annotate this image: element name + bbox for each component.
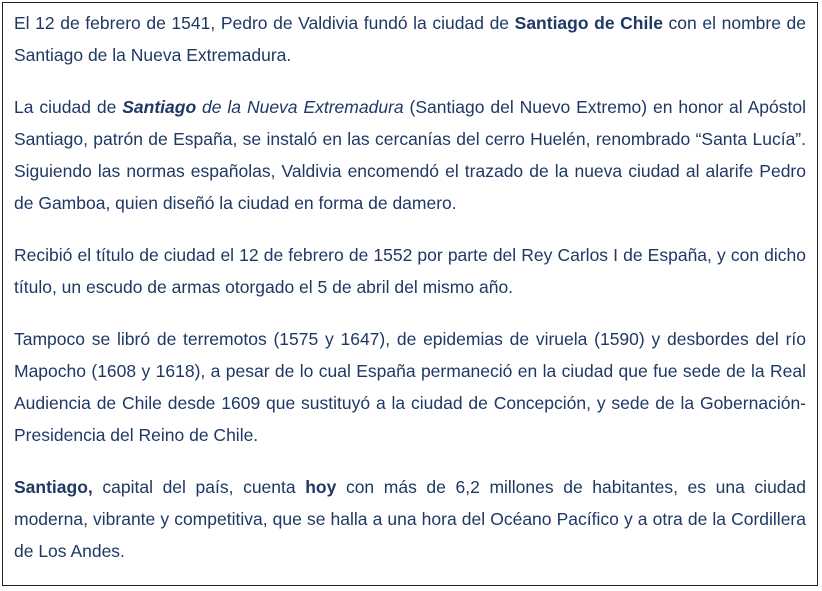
text-run: capital del país, cuenta: [92, 477, 306, 497]
paragraph-today: [14, 471, 806, 567]
text-run-bold: hoy: [305, 477, 337, 497]
document-text-box: [2, 2, 818, 586]
text-run-italic: de la Nueva Extremadura: [196, 97, 404, 117]
text-run: Recibió el título de ciudad el 12 de febrero de 1552 por parte del Rey Carlos I de España, y con dicho título, un escudo de armas otorgado el 5 de abril del mismo año.: [14, 245, 806, 297]
text-run: El 12 de febrero de 1541, Pedro de Valdivia fundó la ciudad de: [14, 13, 515, 33]
paragraph-city-title: [14, 239, 806, 303]
paragraph-city-layout: [14, 91, 806, 219]
text-run: La ciudad de: [14, 97, 123, 117]
paragraph-founding: [14, 7, 806, 71]
text-run-bold-italic: Santiago: [122, 97, 197, 117]
text-run: (Santiago del Nuevo Extremo) en honor al Apóstol Santiago, patrón de España, se instaló en las cercanías del cerro Huelén, renombrado “Santa Lucía”. Siguiendo las normas españolas, Valdivia encomendó el trazado de la nueva ciudad al alarife Pedro de Gamboa, quien diseñó la ciudad en forma de damero.: [14, 97, 806, 213]
paragraph-disasters: [14, 323, 806, 451]
text-run-bold: Santiago de Chile: [514, 13, 663, 33]
text-run: Tampoco se libró de terremotos (1575 y 1647), de epidemias de viruela (1590) y desbordes del río Mapocho (1608 y 1618), a pesar de lo cual España permaneció en la ciudad que fue sede de la Real Audiencia de Chile desde 1609 que sustituyó a la ciudad de Concepción, y sede de la Gobernación-Presidencia del Reino de Chile.: [14, 329, 806, 445]
text-run: con el nombre de Santiago de la Nueva Extremadura.: [14, 13, 807, 65]
text-run: con más de 6,2 millones de habitantes, es una ciudad moderna, vibrante y competitiva, que se halla a una hora del Océano Pacífico y a otra de la Cordillera de Los Andes.: [14, 477, 806, 561]
text-run-bold: Santiago,: [14, 477, 93, 497]
